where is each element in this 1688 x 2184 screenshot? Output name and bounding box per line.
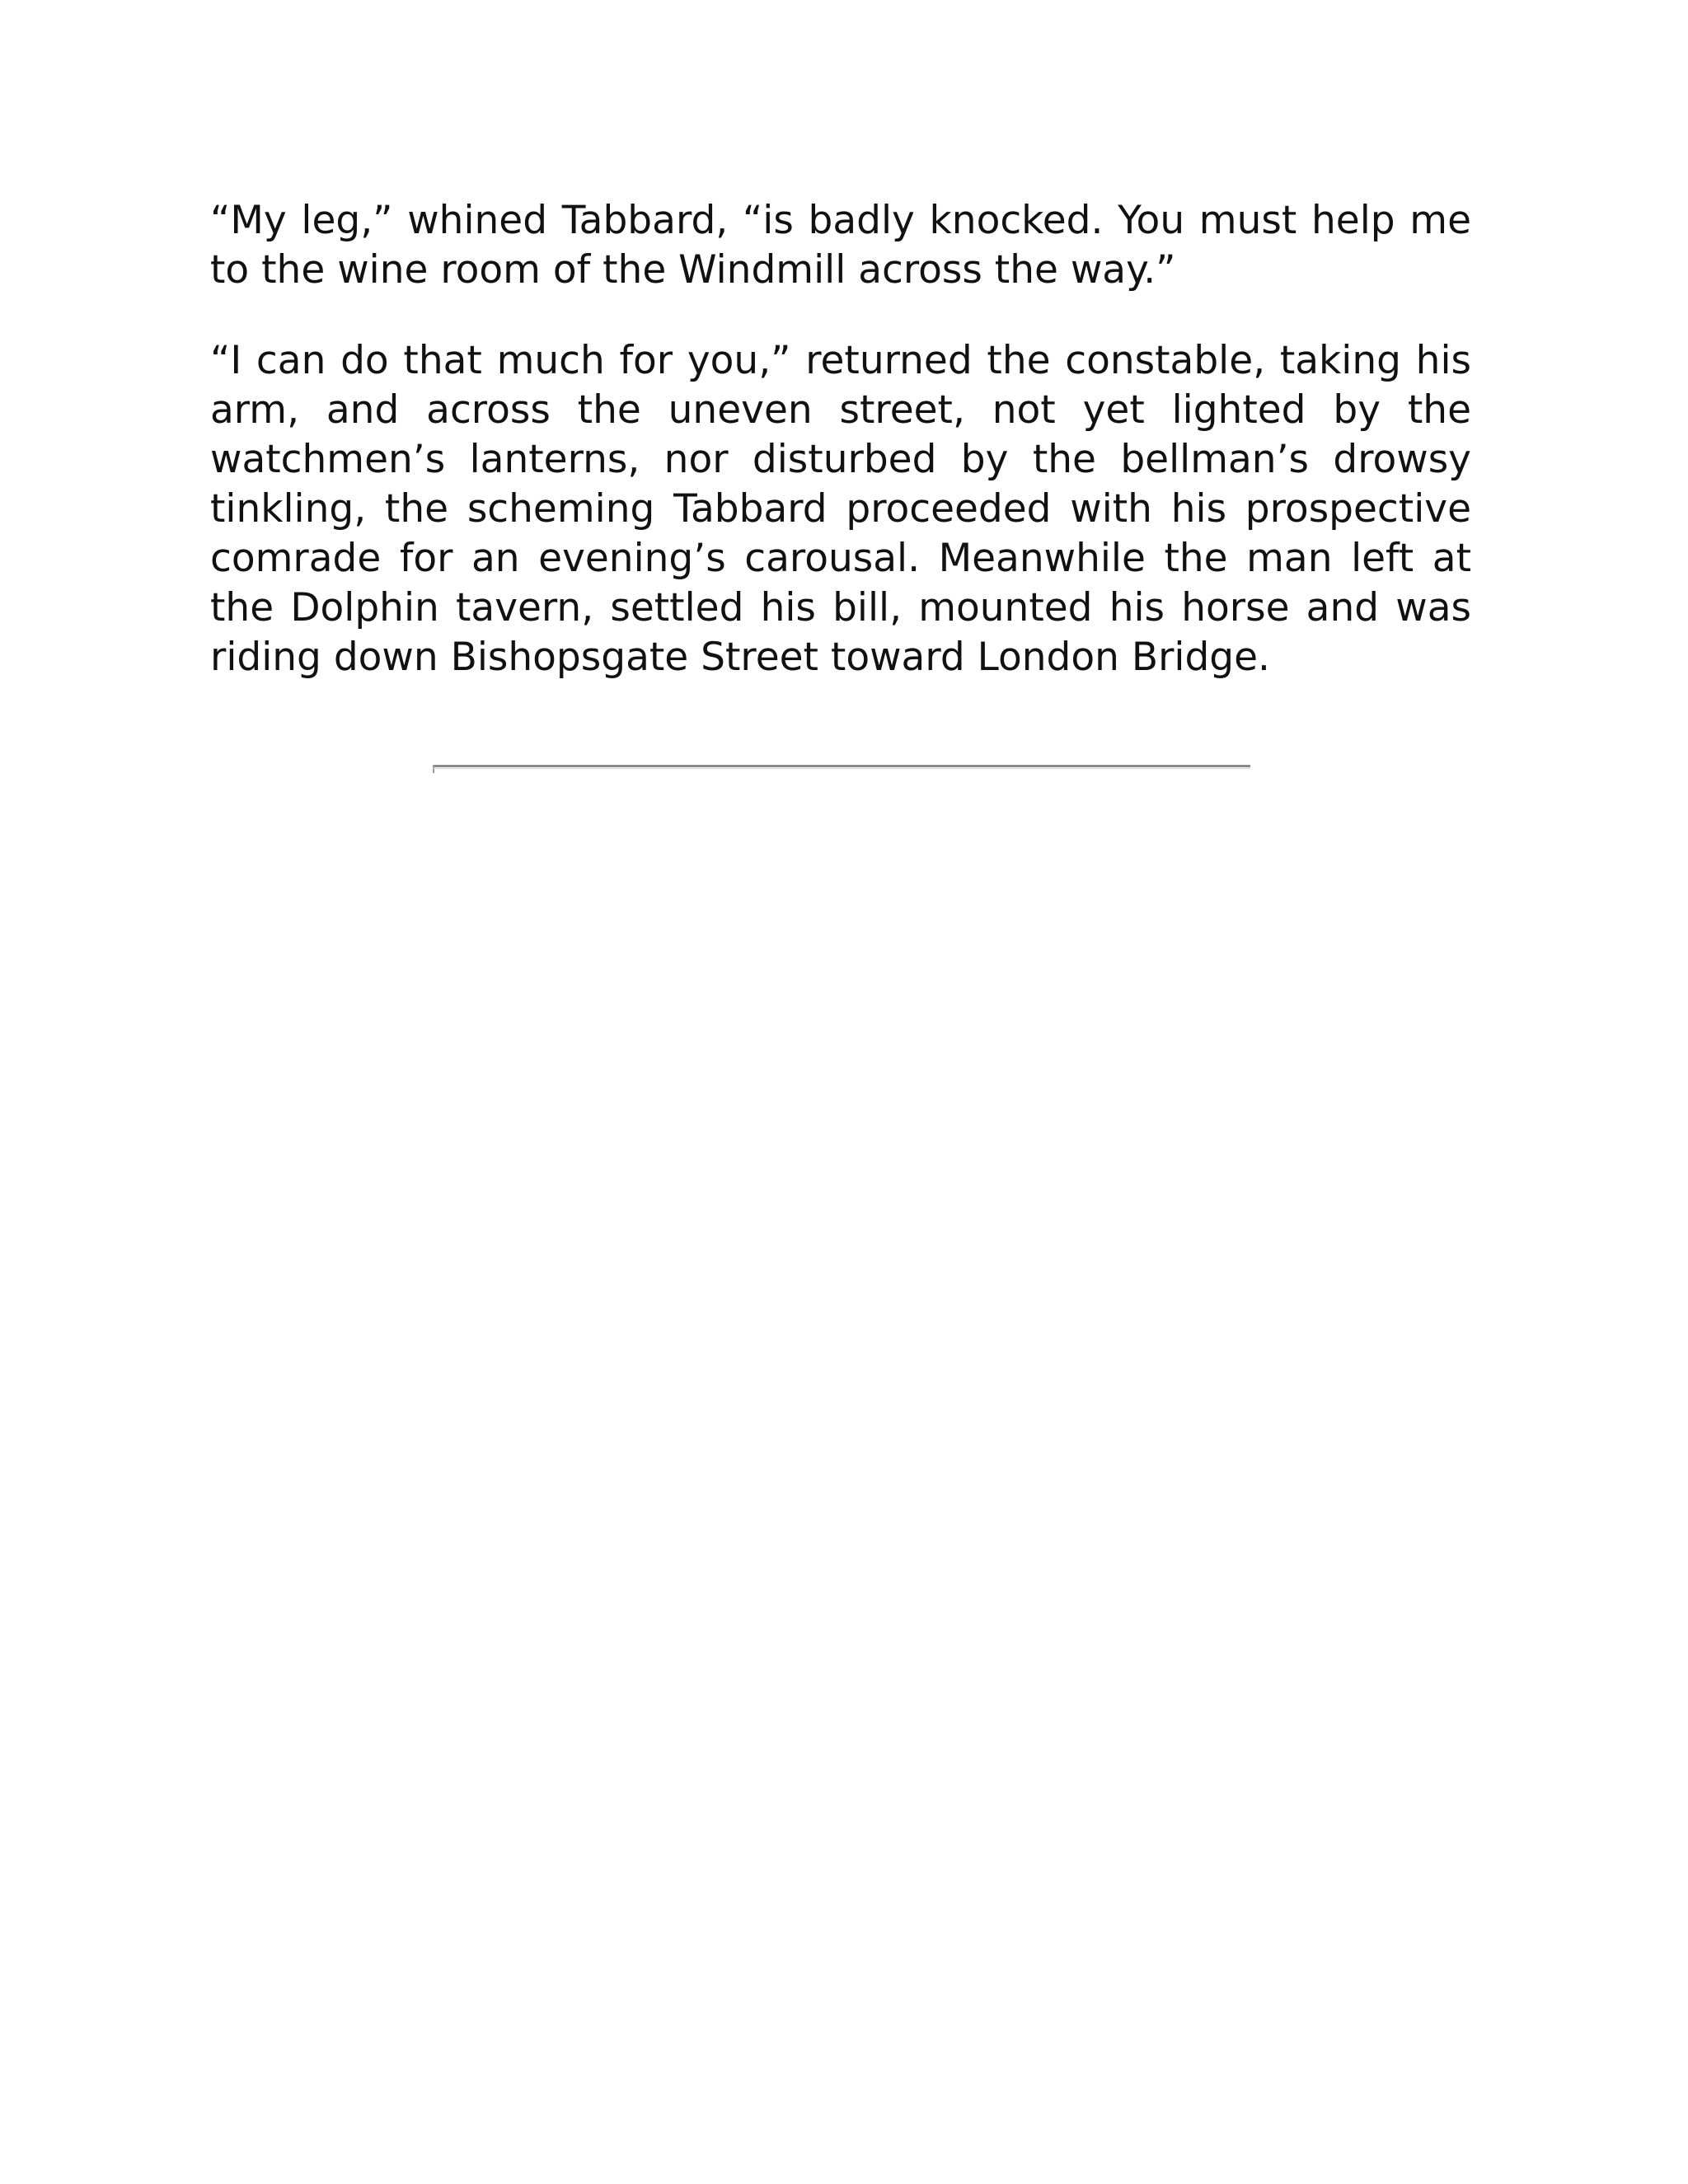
paragraph-1: “My leg,” whined Tabbard, “is badly knocked. You must help me to the wine room of the Windmill across the way.” (210, 198, 1471, 293)
paragraph-2: “I can do that much for you,” returned the constable, taking his arm, and across the uneven street, not yet lighted by the watchmen’s lanterns, nor disturbed by the bellman’s drowsy tinkling, the scheming Tabbard proceeded with his prospective comrade for an evening’s carousal. Meanwhile the man left at the Dolphin tavern, settled his bill, mounted his horse and was riding down Bishopsgate Street toward London Bridge. (210, 338, 1471, 680)
section-divider (433, 765, 1250, 767)
body-text (210, 196, 1471, 724)
